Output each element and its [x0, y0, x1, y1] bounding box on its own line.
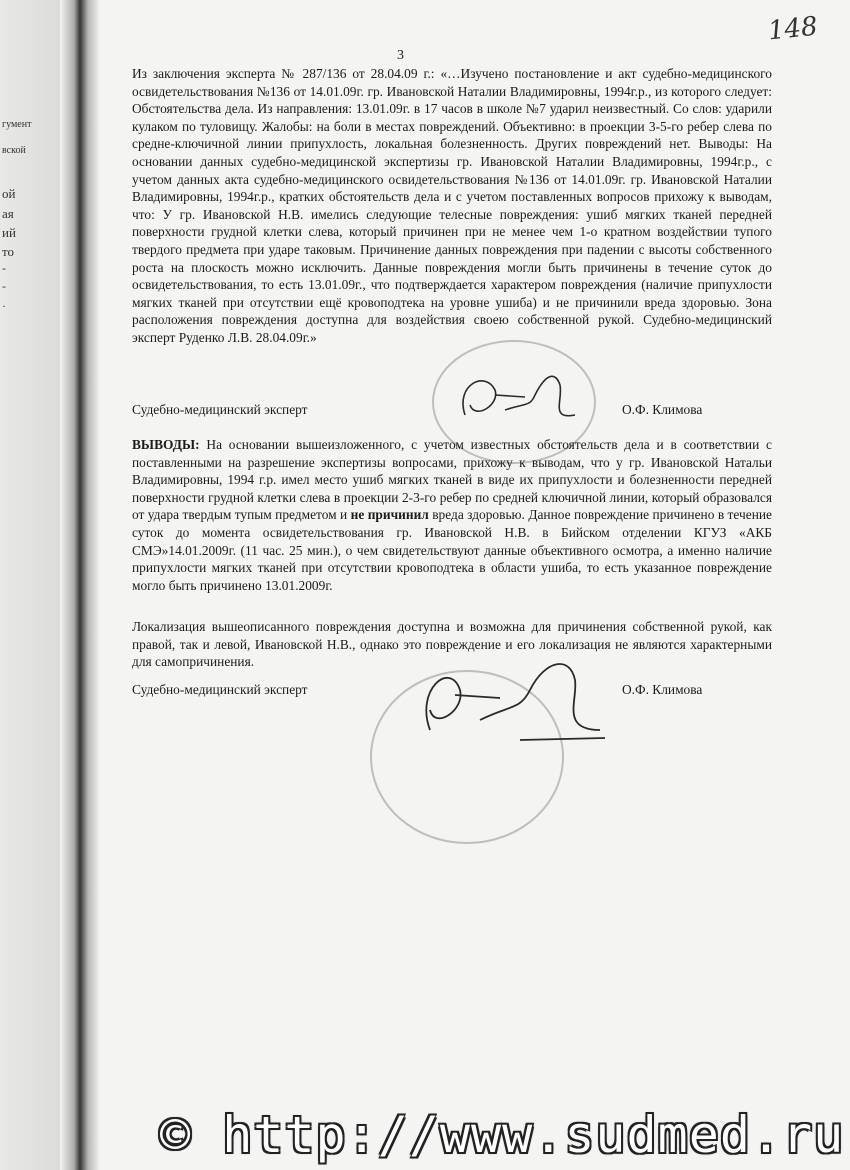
conclusions-text: На основании вышеизложенного, с учетом известных обстоятельств дела и в соответствии с поставленными на разрешение экспертизы вопросами, прихожу к выводам, что у гр. Ивановской Натальи Владимировны, 1994 г.р. имел место ушиб мягких тканей в виде их припухлости и болезненности передней поверхности грудной клетки слева в проекции 2-3-го ребер по средней ключичной линии, который образовался от удара твердым тупым предметом и — [132, 437, 772, 523]
handwritten-signature — [455, 365, 595, 435]
localization-paragraph: Локализация вышеописанного повреждения доступна и возможна для причинения собственной рукой, как правой, так и левой, Ивановской Н.В., однако это повреждение и его локализация не являются характерными для самопричинения. — [132, 619, 772, 670]
margin-fragment: то — [2, 245, 15, 258]
copyright-watermark: © http://www.sudmed.ru — [160, 1106, 845, 1164]
conclusions-label: ВЫВОДЫ: — [132, 437, 200, 452]
handwritten-sheet-number: 148 — [766, 11, 820, 47]
signer-name: О.Ф. Климова — [622, 682, 703, 697]
margin-fragment: гумент — [2, 120, 32, 130]
margin-fragment: - — [2, 262, 6, 274]
margin-fragment: · — [2, 300, 6, 312]
margin-fragment: ая — [2, 207, 14, 220]
margin-fragment: - — [2, 280, 6, 292]
handwritten-signature — [410, 650, 610, 760]
signer-name: О.Ф. Климова — [622, 402, 703, 417]
margin-fragment: ой — [2, 187, 16, 200]
page-number: 3 — [397, 48, 404, 63]
margin-fragment: ий — [2, 226, 16, 239]
scan-margin-shade — [0, 0, 60, 1170]
conclusions-emphasis: не причинил — [350, 507, 429, 523]
conclusions-paragraph — [132, 436, 772, 594]
signer-role: Судебно-медицинский эксперт — [132, 402, 308, 417]
expert-quote-paragraph: Из заключения эксперта № 287/136 от 28.04.09 г.: «…Изучено постановление и акт судебно-медицинского освидетельствования №136 от 14.01.09г. гр. Ивановской Наталии Владимировны, 1994г.р., из которого следует: Обстоятельства дела. Из направления: 13.01.09г. в 17 часов в школе №7 ударил неизвестный. Со слов: ударили кулаком по туловищу. Жалобы: на боли в местах повреждений. Объективно: в проекции 3-5-го ребер слева по средне-ключичной линии припухлость, локальная болезненность. Других повреждений нет. Выводы: На основании данных судебно-медицинской экспертизы гр. Ивановской Наталии Владимировны, 1994г.р., с учетом данных акта судебно-медицинского освидетельствования №136 от 14.01.09г. гр. Ивановской Наталии Владимировны, 1994г.р., кратких обстоятельств дела и с учетом поставленных вопросов прихожу к выводам, что: У гр. Ивановской Н.В. имелись следующие телесные повреждения: ушиб мягких тканей передней поверхности грудной клетки слева, который причинен при не менее чем 1-о кратном воздействии тупого твердого предмета при ударе таковым. Причинение данных повреждения при падении с высоты собственного роста на плоскость можно исключить. Данные повреждения могли быть причинены в течение суток до освидетельствования, то есть 13.01.09г., что подтверждается характером повреждения (наличие припухлости мягких тканей при отсутствии ещё кровоподтека на уровне ушиба) и не причинили вреда здоровью. Зона расположения повреждения доступна для воздействия своею собственной рукой. Судебно-медицинский эксперт Руденко Л.В. 28.04.09г.» — [132, 66, 772, 345]
signer-role: Судебно-медицинский эксперт — [132, 682, 308, 697]
conclusions-text-continued: вреда здоровью. Данное повреждение причинено в течение суток до момента освидетельствования гр. Ивановской Н.В. в Бийском отделении КГУЗ «АКБ СМЭ»14.01.2009г. (11 час. 25 мин.), о чем свидетельствуют данные объективного осмотра, а именно наличие припухлости мягких тканей при отсутствии кровоподтека в области ушиба, то есть указанное повреждение могло быть причинено 13.01.2009г. — [132, 507, 772, 593]
margin-fragment: вской — [2, 146, 26, 156]
scan-binding-edge — [60, 0, 100, 1170]
